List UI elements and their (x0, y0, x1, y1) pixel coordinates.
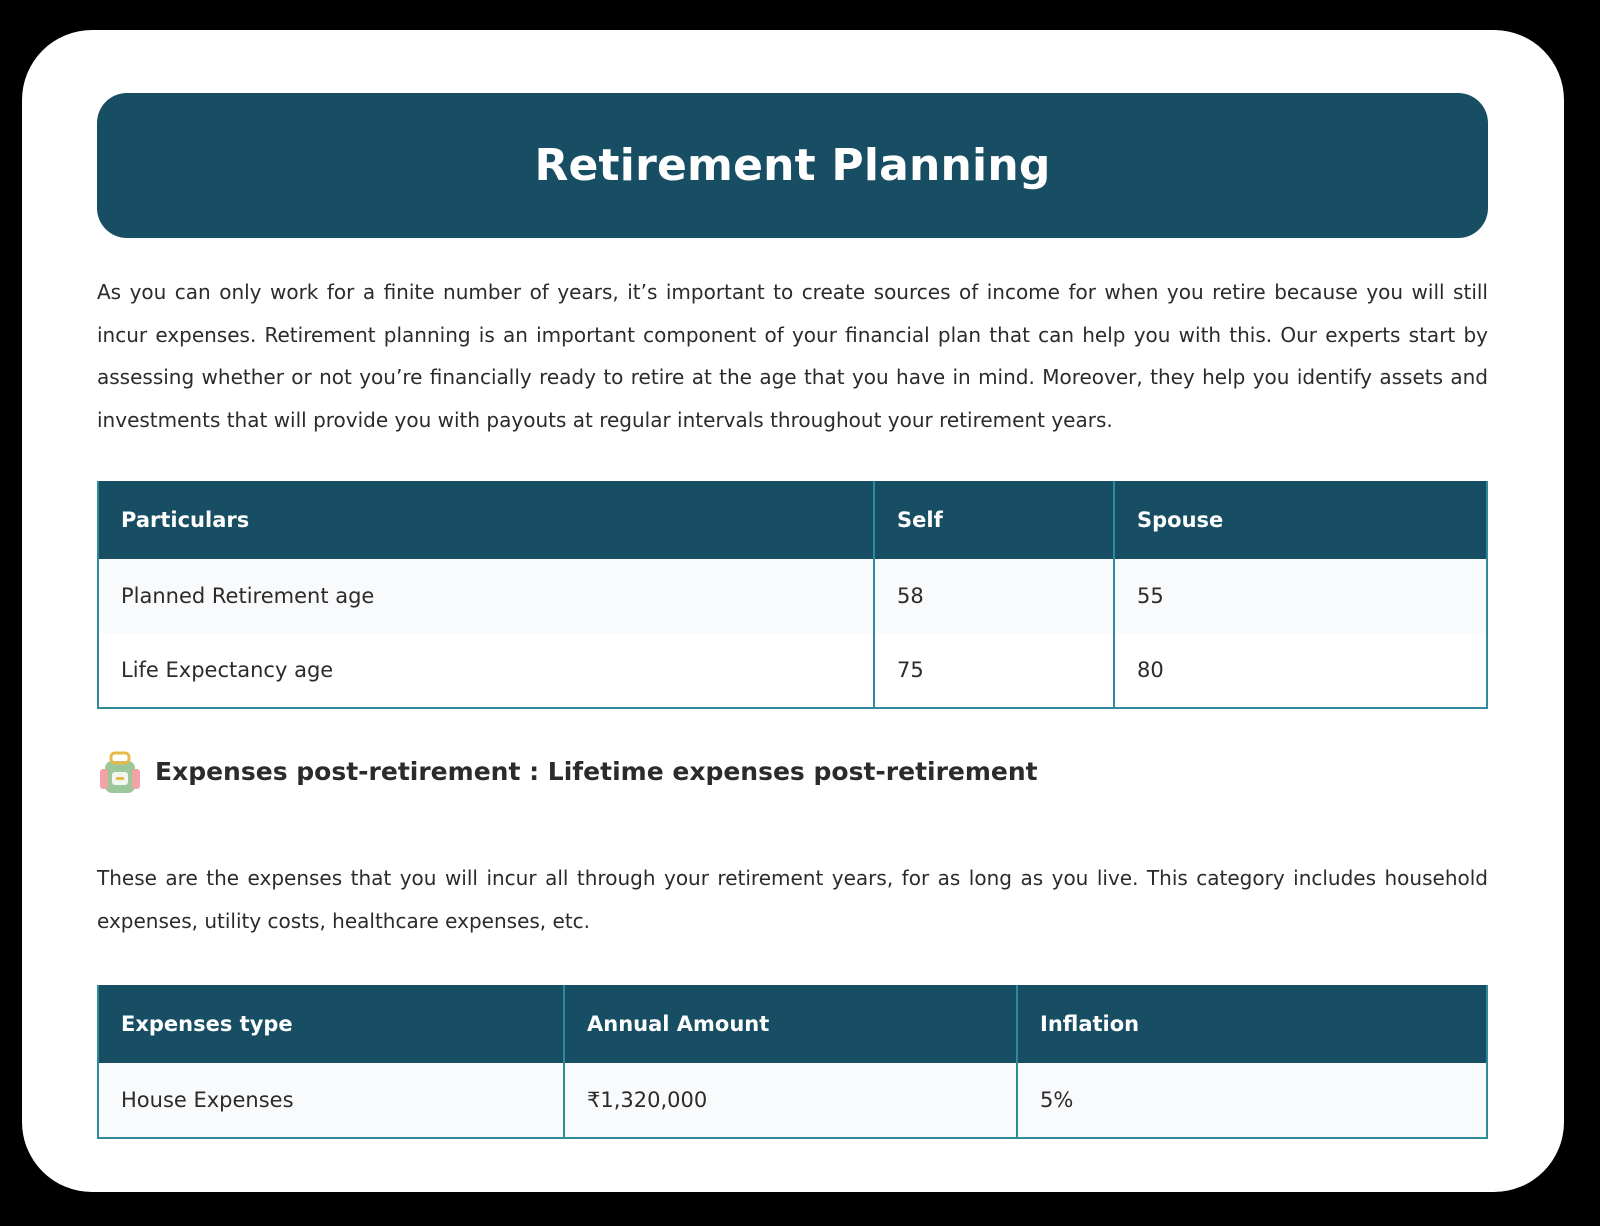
table-row (99, 1063, 1486, 1137)
header-particulars: Particulars (99, 481, 874, 559)
cell-self: 75 (874, 633, 1114, 707)
expenses-description: These are the expenses that you will incur all through your retirement years, for as long as you live. This category includes household expenses, utility costs, healthcare expenses, etc. (97, 866, 1488, 933)
page-title: Retirement Planning (534, 140, 1051, 191)
cell-particular: Life Expectancy age (121, 658, 334, 682)
ages-table-wrapper (97, 481, 1488, 709)
expenses-table (99, 985, 1486, 1137)
backpack-icon (97, 747, 143, 795)
cell-particular: Planned Retirement age (99, 559, 874, 633)
section-heading (97, 747, 1488, 795)
cell-inflation: 5% (1017, 1063, 1486, 1137)
header-expenses-type: Expenses type (99, 985, 564, 1063)
table-header-row (99, 481, 1486, 559)
header-self: Self (874, 481, 1114, 559)
cell-self: 58 (874, 559, 1114, 633)
intro-paragraph: As you can only work for a finite number of years, it’s important to create sources of income for when you retire because you will still incur expenses. Retirement planning is an important component of your financial plan that can help you with this. Our experts start by assessing whether or not you’re financially ready to retire at the age that you have in mind. Moreover, they help you identify assets and investments that will provide you with payouts at regular intervals throughout your retirement years. (97, 280, 1488, 432)
cell-annual-amount: ₹1,320,000 (564, 1063, 1017, 1137)
cell-spouse: 55 (1114, 559, 1486, 633)
header-spouse: Spouse (1114, 481, 1486, 559)
table-row (99, 559, 1486, 633)
table-header-row (99, 985, 1486, 1063)
screen (22, 30, 1564, 1192)
section-title: Expenses post-retirement : Lifetime expenses post-retirement (155, 756, 1038, 786)
header-inflation: Inflation (1017, 985, 1486, 1063)
cell-spouse: 80 (1114, 633, 1486, 707)
title-banner (97, 93, 1488, 238)
cell-expense-type: House Expenses (99, 1063, 564, 1137)
page-content (97, 93, 1488, 1139)
header-annual-amount: Annual Amount (564, 985, 1017, 1063)
expenses-table-wrapper (97, 985, 1488, 1139)
ages-table (99, 481, 1486, 707)
table-row (99, 633, 1486, 707)
